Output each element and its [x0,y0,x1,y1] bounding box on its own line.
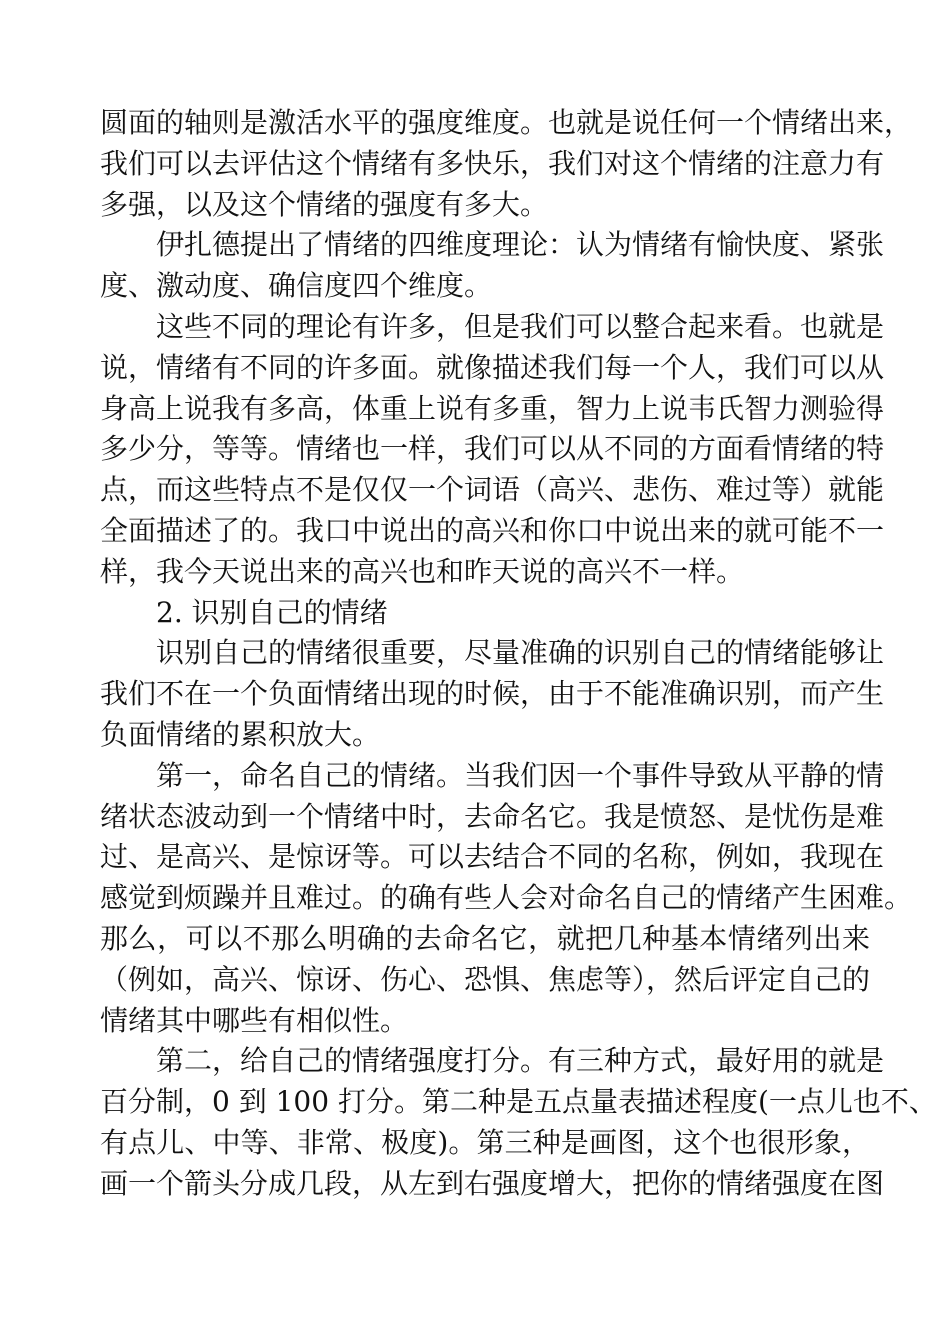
text-line: 有点儿、中等、非常、极度)。第三种是画图，这个也很形象， [100,1125,870,1159]
text-line: 第一，命名自己的情绪。当我们因一个事件导致从平静的情 [156,758,885,792]
text-line: 百分制，0 到 100 打分。第二种是五点量表描述程度(一点儿也不、 [100,1085,937,1119]
text-line: 过、是高兴、是惊讶等。可以去结合不同的名称，例如，我现在 [100,840,885,874]
text-line: 点，而这些特点不是仅仅一个词语（高兴、悲伤、难过等）就能 [100,473,885,507]
text-line: 身高上说我有多高，体重上说有多重，智力上说韦氏智力测验得 [100,391,885,425]
text-line: 伊扎德提出了情绪的四维度理论：认为情绪有愉快度、紧张 [156,228,885,262]
text-line: 说，情绪有不同的许多面。就像描述我们每一个人，我们可以从 [100,350,885,384]
text-line: 这些不同的理论有许多，但是我们可以整合起来看。也就是 [156,309,885,343]
text-line: 全面描述了的。我口中说出的高兴和你口中说出来的就可能不一 [100,513,885,547]
text-line: 度、激动度、确信度四个维度。 [100,269,493,303]
text-line: 多强，以及这个情绪的强度有多大。 [100,187,549,221]
text-line: 我们可以去评估这个情绪有多快乐，我们对这个情绪的注意力有 [100,146,885,180]
text-line: 样，我今天说出来的高兴也和昨天说的高兴不一样。 [100,554,745,588]
text-line: 我们不在一个负面情绪出现的时候，由于不能准确识别，而产生 [100,677,885,711]
text-line: 第二，给自己的情绪强度打分。有三种方式，最好用的就是 [156,1044,885,1078]
text-line: 识别自己的情绪很重要，尽量准确的识别自己的情绪能够让 [156,636,885,670]
text-line: 圆面的轴则是激活水平的强度维度。也就是说任何一个情绪出来， [100,106,913,139]
text-line: 多少分，等等。情绪也一样，我们可以从不同的方面看情绪的特 [100,432,885,466]
body-text [100,103,937,1205]
text-line: 那么，可以不那么明确的去命名它，就把几种基本情绪列出来 [100,921,870,955]
text-line: 负面情绪的累积放大。 [100,717,381,751]
text-line: 情绪其中哪些有相似性。 [100,1003,409,1037]
text-line: 画一个箭头分成几段，从左到右强度增大，把你的情绪强度在图 [100,1166,885,1200]
text-line: 2. 识别自己的情绪 [156,595,388,629]
text-line: 绪状态波动到一个情绪中时，去命名它。我是愤怒、是忧伤是难 [100,799,885,833]
text-line: 感觉到烦躁并且难过。的确有些人会对命名自己的情绪产生困难。 [100,881,913,915]
text-line: （例如，高兴、惊讶、伤心、恐惧、焦虑等），然后评定自己的 [100,962,871,996]
